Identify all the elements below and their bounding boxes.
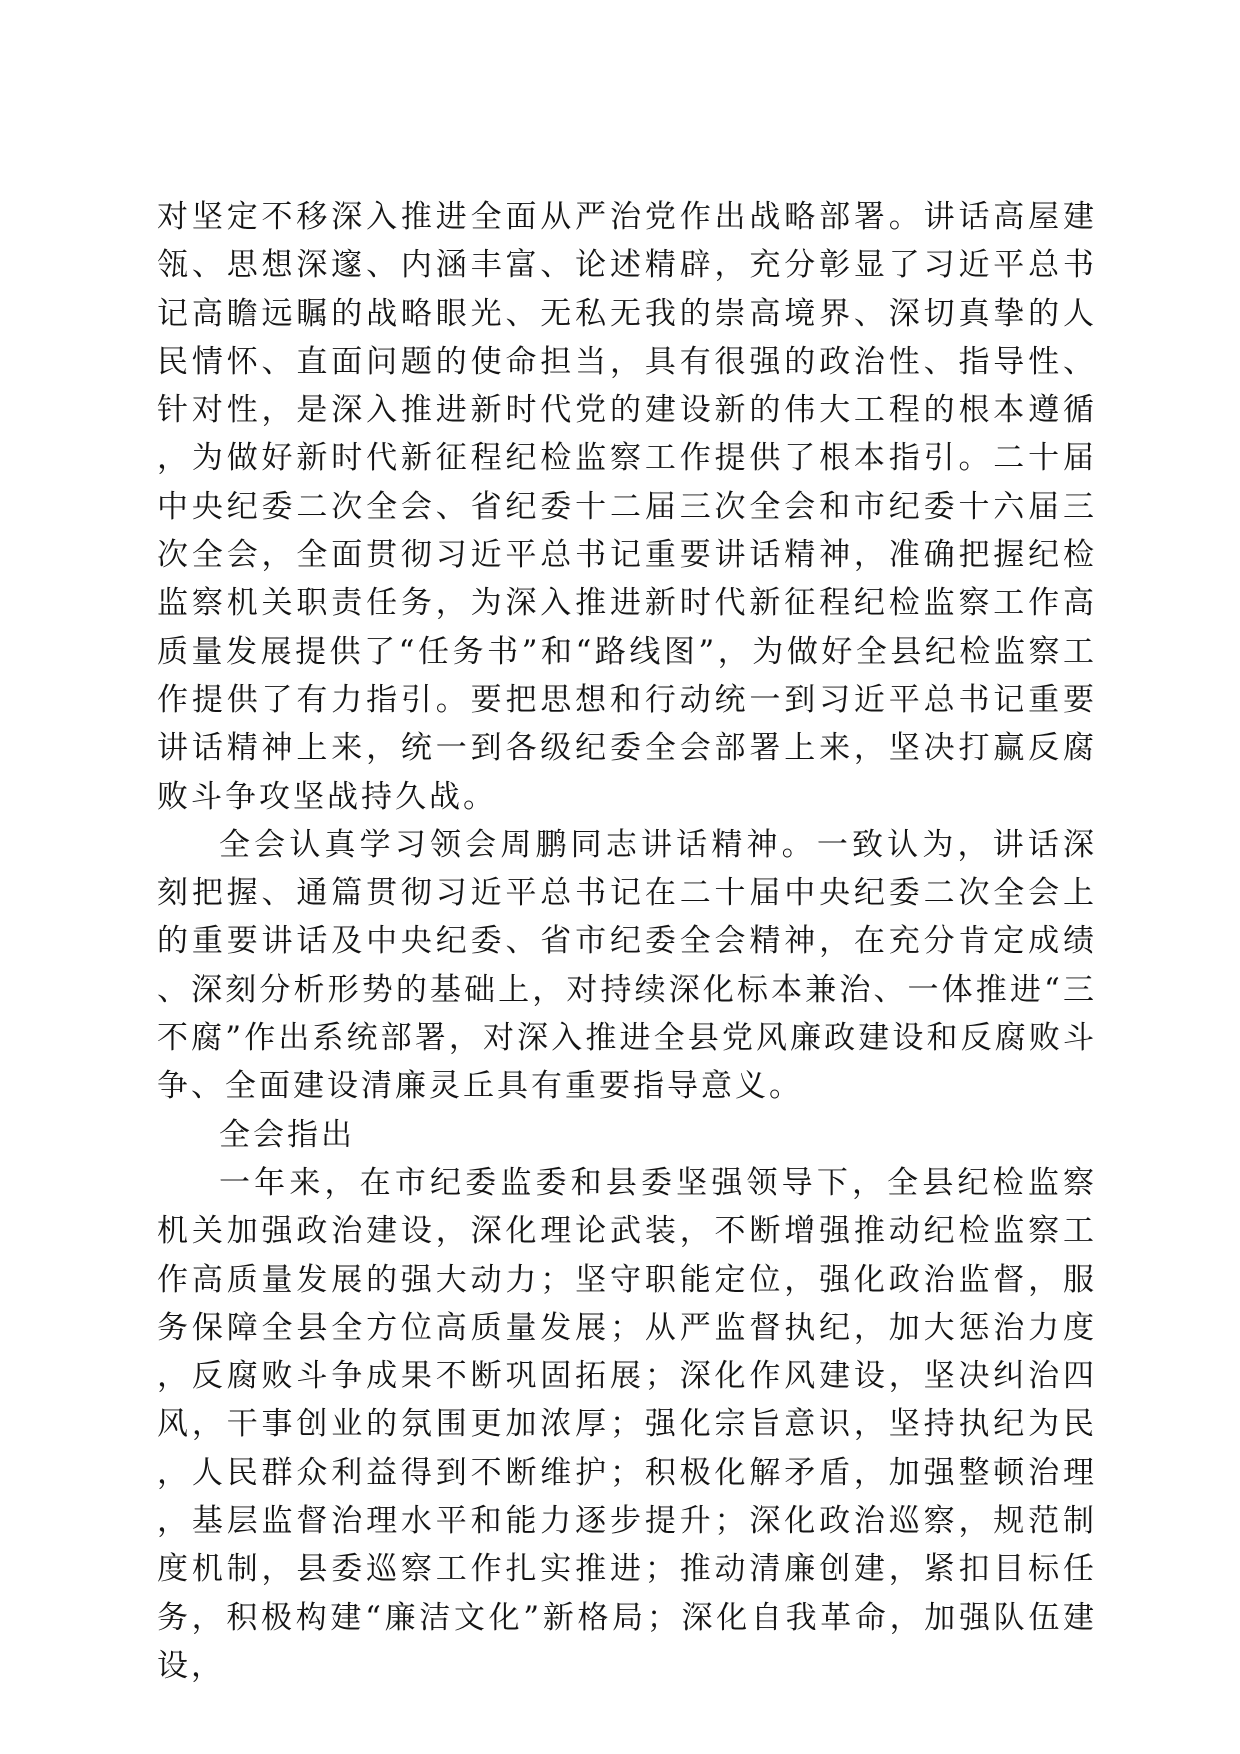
paragraph-4: 一年来，在市纪委监委和县委坚强领导下，全县纪检监察机关加强政治建设，深化理论武装，不断增强推动纪检监察工作高质量发展的强大动力；坚守职能定位，强化政治监督，服务保障全县全方位高质量发展；从严监督执纪，加大惩治力度，反腐败斗争成果不断巩固拓展；深化作风建设，坚决纠治四风，干事创业的氛围更加浓厚；强化宗旨意识，坚持执纪为民，人民群众利益得到不断维护；积极化解矛盾，加强整顿治理，基层监督治理水平和能力逐步提升；深化政治巡察，规范制度机制，县委巡察工作扎实推进；推动清廉创建，紧扣目标任务，积极构建“廉洁文化”新格局；深化自我革命，加强队伍建设， xyxy=(157,1164,1097,1684)
paragraph-3-heading: 全会指出 xyxy=(219,1116,355,1153)
paragraph-1: 对坚定不移深入推进全面从严治党作出战略部署。讲话高屋建瓴、思想深邃、内涵丰富、论述精辟，充分彰显了习近平总书记高瞻远瞩的战略眼光、无私无我的崇高境界、深切真挚的人民情怀、直面问题的使命担当，具有很强的政治性、指导性、针对性，是深入推进新时代党的建设新的伟大工程的根本遵循，为做好新时代新征程纪检监察工作提供了根本指引。二十届中央纪委二次全会、省纪委十二届三次全会和市纪委十六届三次全会，全面贯彻习近平总书记重要讲话精神，准确把握纪检监察机关职责任务，为深入推进新时代新征程纪检监察工作高质量发展提供了“任务书”和“路线图”，为做好全县纪检监察工作提供了有力指引。要把思想和行动统一到习近平总书记重要讲话精神上来，统一到各级纪委全会部署上来，坚决打赢反腐败斗争攻坚战持久战。 xyxy=(157,199,1097,815)
paragraph-2: 全会认真学习领会周鹏同志讲话精神。一致认为，讲话深刻把握、通篇贯彻习近平总书记在二十届中央纪委二次全会上的重要讲话及中央纪委、省市纪委全会精神，在充分肯定成绩、深刻分析形势的基础上，对持续深化标本兼治、一体推进“三不腐”作出系统部署，对深入推进全县党风廉政建设和反腐败斗争、全面建设清廉灵丘具有重要指导意义。 xyxy=(157,826,1097,1105)
document-body xyxy=(157,193,1097,1690)
